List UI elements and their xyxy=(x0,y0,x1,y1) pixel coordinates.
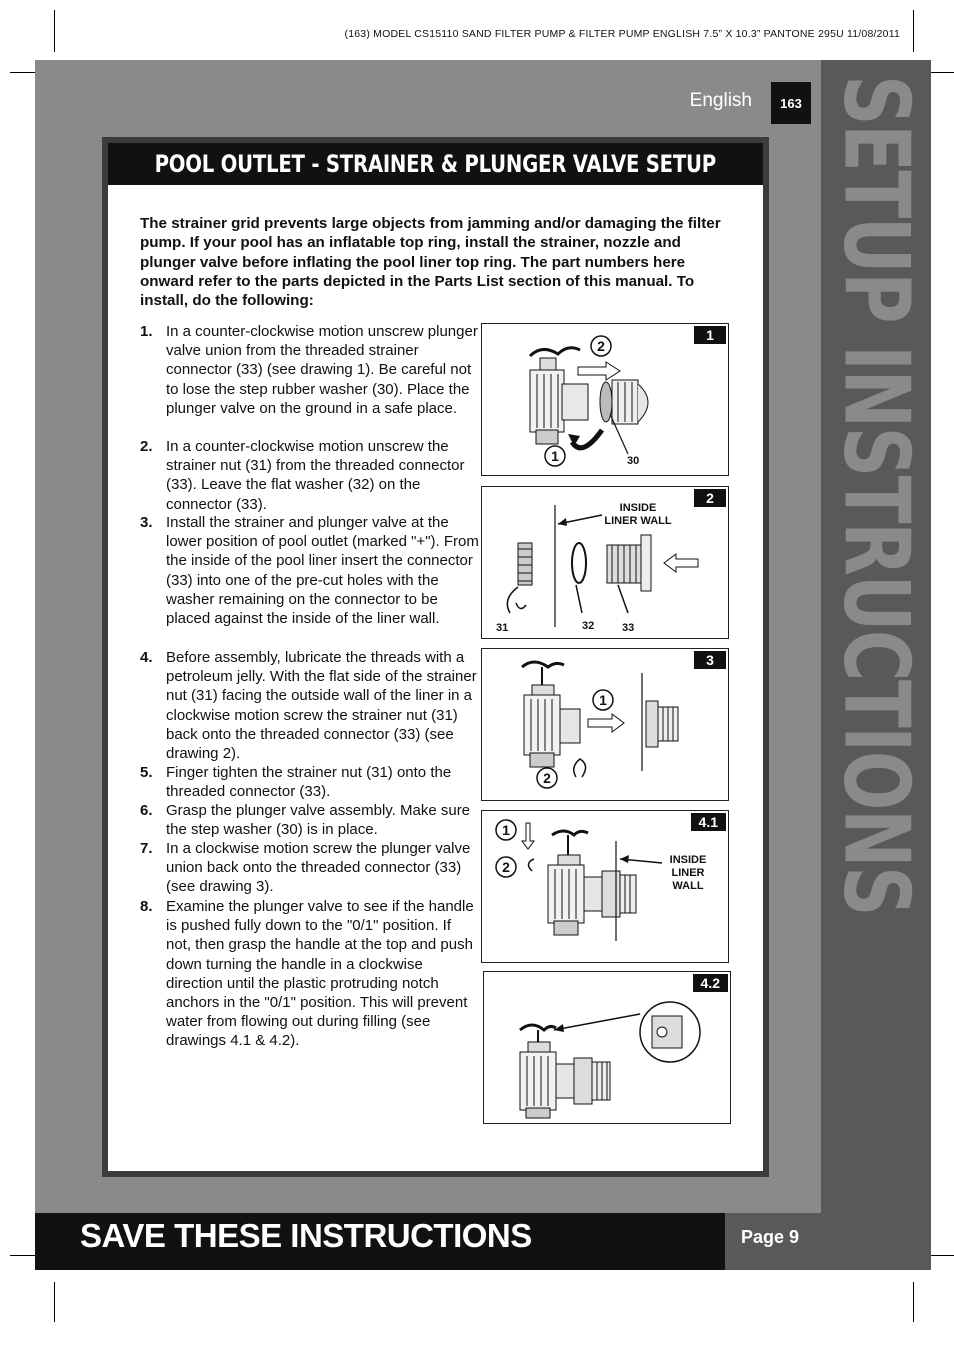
panel-title xyxy=(108,143,763,185)
callout-1: 1 xyxy=(502,822,510,838)
step-text: In a clockwise motion screw the plunger valve union back onto the threaded connector (33) (see drawing 3). xyxy=(166,840,471,896)
figure-1 xyxy=(481,323,729,476)
part-label: 33 xyxy=(622,622,635,634)
figure-4-2-drawing xyxy=(484,972,732,1125)
step-text: Examine the plunger valve to see if the handle is pushed fully down to the "0/1" position. If not, then grasp the handle at the top and push down turning the handle in a clockwise direction until the plastic protruding notch anchors in the "0/1" position. This will prevent water from flowing out during filling (see drawings 4.1 & 4.2). xyxy=(166,898,474,1050)
figure-tag: 1 xyxy=(694,326,726,344)
step-text: Before assembly, lubricate the threads with a petroleum jelly. With the flat side of the strainer nut (31) facing the outside wall of the liner in a clockwise motion screw the strainer nut (31) back onto the threaded connector (33) (see drawing 2). xyxy=(166,649,477,763)
step-text: Install the strainer and plunger valve at the lower position of pool outlet (marked "+"). From the inside of the pool liner insert the connector (33) into one of the pre-cut holes with the washer remaining on the connector to be placed against the inside of the liner wall. xyxy=(166,514,479,628)
crop-mark xyxy=(913,10,914,52)
figure-1-drawing xyxy=(482,324,730,477)
part-label: 30 xyxy=(627,455,640,467)
step-item xyxy=(140,437,480,514)
footer-save-notice: SAVE THESE INSTRUCTIONS xyxy=(80,1217,532,1254)
part-label: 31 xyxy=(496,622,509,634)
figure-tag: 4.1 xyxy=(691,813,726,831)
callout-2: 2 xyxy=(502,859,510,875)
step-item xyxy=(140,897,480,1051)
part-label: 32 xyxy=(582,620,595,632)
panel-title-text: POOL OUTLET - STRAINER & PLUNGER VALVE SETUP xyxy=(154,150,717,178)
step-item xyxy=(140,513,480,628)
step-number: 4. xyxy=(140,649,153,666)
intro-paragraph: The strainer grid prevents large objects from jamming and/or damaging the filter pump. If your pool has an inflatable top ring, install the strainer, nozzle and plunger valve before inflating the pool liner top ring. The part numbers here onward refer to the parts depicted in the Parts List section of this manual. To install, do the following: xyxy=(140,215,721,310)
crop-mark xyxy=(913,1282,914,1322)
step-number: 7. xyxy=(140,840,153,857)
figure-2 xyxy=(481,486,729,639)
wall-label: INSIDE xyxy=(619,502,657,514)
wall-label: LINER WALL xyxy=(604,515,672,527)
figure-tag: 4.2 xyxy=(693,974,728,992)
crop-mark xyxy=(54,10,55,52)
figure-tag: 2 xyxy=(694,489,726,507)
page-badge: 163 xyxy=(771,82,811,124)
step-text: In a counter-clockwise motion unscrew the strainer nut (31) from the threaded connector (33). Leave the flat washer (32) on the connector (33). xyxy=(166,438,465,513)
step-number: 5. xyxy=(140,764,153,781)
step-number: 3. xyxy=(140,514,153,531)
language-label: English xyxy=(689,90,752,111)
crop-mark xyxy=(54,1282,55,1322)
step-item xyxy=(140,648,480,763)
callout-1: 1 xyxy=(599,692,607,708)
step-number: 2. xyxy=(140,438,153,455)
wall-label: WALL xyxy=(672,880,704,892)
step-item xyxy=(140,801,480,839)
figure-tag: 3 xyxy=(694,651,726,669)
print-info-line: (163) MODEL CS15110 SAND FILTER PUMP & FILTER PUMP ENGLISH 7.5” X 10.3” PANTONE 295U 11/08/2011 xyxy=(344,28,900,40)
step-number: 1. xyxy=(140,323,153,340)
figure-3 xyxy=(481,648,729,801)
step-text: Finger tighten the strainer nut (31) onto the threaded connector (33). xyxy=(166,764,452,801)
callout-1: 1 xyxy=(551,448,559,464)
step-number: 8. xyxy=(140,898,153,915)
figure-2-drawing xyxy=(482,487,730,640)
step-number: 6. xyxy=(140,802,153,819)
figure-4-1 xyxy=(481,810,729,963)
step-item xyxy=(140,322,480,418)
side-title-text: SETUP INSTRUCTIONS xyxy=(823,74,929,916)
figure-3-drawing xyxy=(482,649,730,802)
callout-2: 2 xyxy=(543,770,551,786)
figure-4-1-drawing xyxy=(482,811,730,964)
step-item xyxy=(140,839,480,897)
wall-label: LINER xyxy=(671,867,705,879)
page-number: Page 9 xyxy=(740,1227,800,1247)
step-item xyxy=(140,763,480,801)
step-text: In a counter-clockwise motion unscrew plunger valve union from the threaded strainer connector (33) (see drawing 1). Be careful not to lose the step rubber washer (30). Place the plunger valve on the ground in a safe place. xyxy=(166,323,478,417)
step-text: Grasp the plunger valve assembly. Make sure the step washer (30) is in place. xyxy=(166,802,471,839)
callout-2: 2 xyxy=(597,338,605,354)
wall-label: INSIDE xyxy=(669,854,707,866)
figure-4-2 xyxy=(483,971,731,1124)
